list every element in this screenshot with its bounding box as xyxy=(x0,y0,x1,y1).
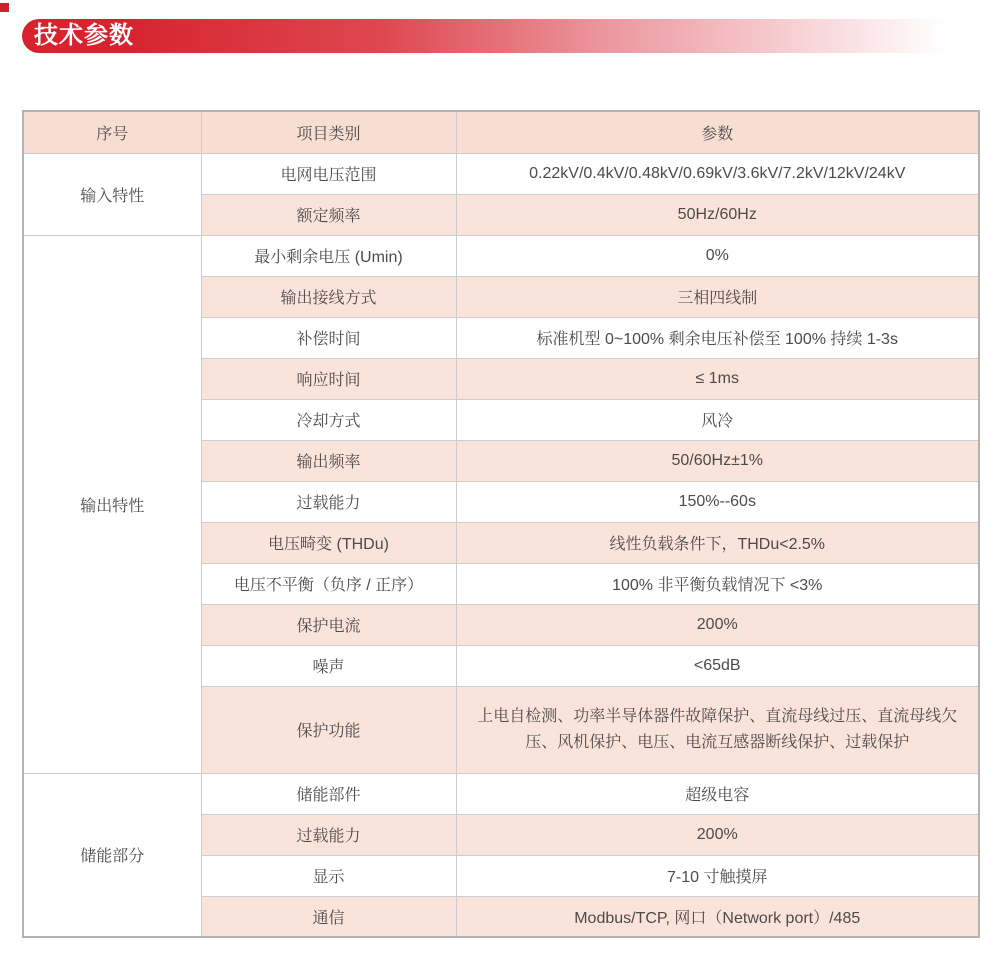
param-label-cell: 电网电压范围 xyxy=(201,153,456,194)
section-cell-storage: 储能部分 xyxy=(23,773,201,937)
corner-accent xyxy=(0,3,9,12)
param-label-cell: 电压不平衡（负序 / 正序） xyxy=(201,563,456,604)
table-row xyxy=(23,235,979,276)
param-label-cell: 过载能力 xyxy=(201,814,456,855)
header-row xyxy=(23,111,979,153)
param-value-cell: 7-10 寸触摸屏 xyxy=(456,855,979,896)
param-label-cell: 通信 xyxy=(201,896,456,937)
param-label-cell: 补偿时间 xyxy=(201,317,456,358)
param-value-cell: 200% xyxy=(456,604,979,645)
param-label-cell: 储能部件 xyxy=(201,773,456,814)
param-value-cell: 0.22kV/0.4kV/0.48kV/0.69kV/3.6kV/7.2kV/12kV/24kV xyxy=(456,153,979,194)
param-label-cell: 输出频率 xyxy=(201,440,456,481)
param-value-cell: 0% xyxy=(456,235,979,276)
column-header-category: 项目类别 xyxy=(201,111,456,153)
spec-table xyxy=(22,110,980,938)
table-row xyxy=(23,153,979,194)
param-label-cell: 响应时间 xyxy=(201,358,456,399)
param-label-cell: 保护功能 xyxy=(201,686,456,773)
param-label-cell: 过载能力 xyxy=(201,481,456,522)
param-value-cell: 三相四线制 xyxy=(456,276,979,317)
section-banner xyxy=(22,19,974,53)
param-label-cell: 额定频率 xyxy=(201,194,456,235)
param-value-cell: <65dB xyxy=(456,645,979,686)
page-title: 技术参数 xyxy=(34,22,134,49)
param-value-cell: 50Hz/60Hz xyxy=(456,194,979,235)
param-value-cell: 50/60Hz±1% xyxy=(456,440,979,481)
section-cell-output: 输出特性 xyxy=(23,235,201,773)
param-label-cell: 输出接线方式 xyxy=(201,276,456,317)
param-value-cell: 超级电容 xyxy=(456,773,979,814)
param-value-cell: ≤ 1ms xyxy=(456,358,979,399)
param-label-cell: 噪声 xyxy=(201,645,456,686)
param-value-cell: 线性负载条件下，THDu<2.5% xyxy=(456,522,979,563)
column-header-parameter: 参数 xyxy=(456,111,979,153)
param-label-cell: 最小剩余电压 (Umin) xyxy=(201,235,456,276)
column-header-serial: 序号 xyxy=(23,111,201,153)
table-row xyxy=(23,773,979,814)
param-value-cell: 上电自检测、功率半导体器件故障保护、直流母线过压、直流母线欠压、风机保护、电压、电流互感器断线保护、过载保护 xyxy=(456,686,979,773)
section-cell-input: 输入特性 xyxy=(23,153,201,235)
param-value-cell: 150%--60s xyxy=(456,481,979,522)
param-value-cell: 100% 非平衡负载情况下 <3% xyxy=(456,563,979,604)
param-label-cell: 保护电流 xyxy=(201,604,456,645)
param-label-cell: 电压畸变 (THDu) xyxy=(201,522,456,563)
param-value-cell: 200% xyxy=(456,814,979,855)
param-label-cell: 显示 xyxy=(201,855,456,896)
param-value-cell: Modbus/TCP, 网口（Network port）/485 xyxy=(456,896,979,937)
param-value-cell: 风冷 xyxy=(456,399,979,440)
param-label-cell: 冷却方式 xyxy=(201,399,456,440)
param-value-cell: 标准机型 0~100% 剩余电压补偿至 100% 持续 1-3s xyxy=(456,317,979,358)
